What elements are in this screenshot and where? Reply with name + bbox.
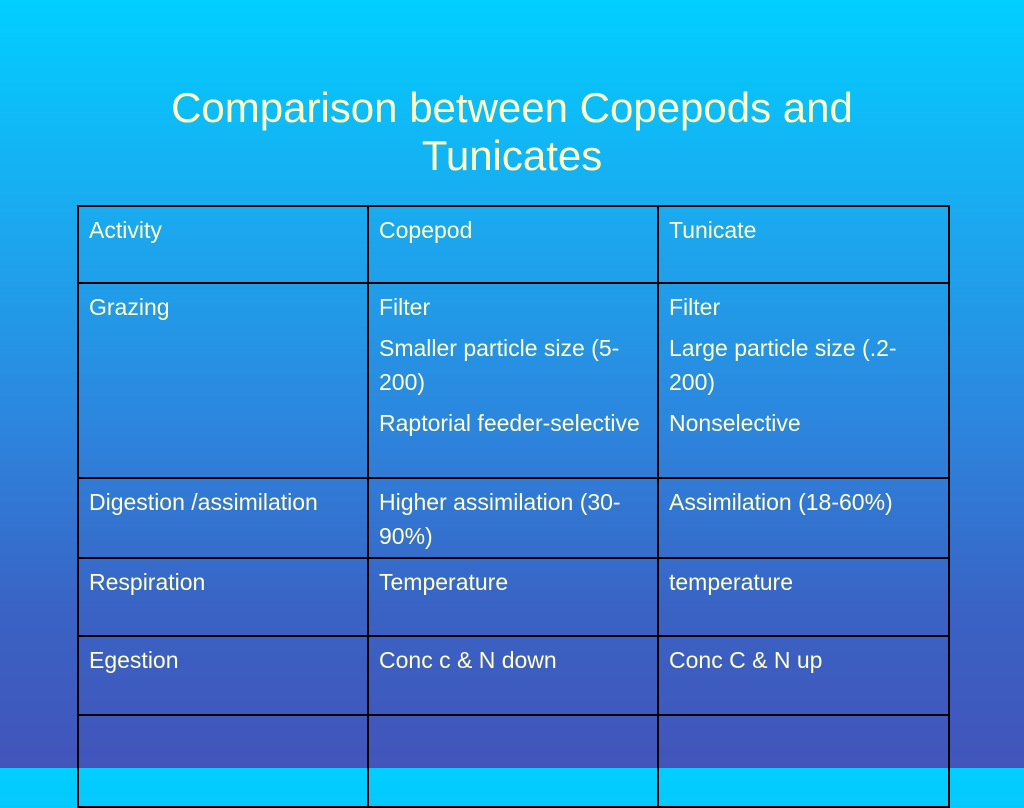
cell-text: Respiration bbox=[89, 569, 206, 595]
cell-text: Higher assimilation (30-90%) bbox=[379, 489, 621, 549]
activity-cell bbox=[78, 283, 368, 478]
tunicate-cell bbox=[658, 636, 949, 715]
table-row bbox=[78, 283, 949, 478]
table-row bbox=[78, 636, 949, 715]
copepod-cell bbox=[368, 283, 658, 478]
copepod-cell bbox=[368, 558, 658, 636]
comparison-table bbox=[77, 205, 950, 808]
slide-title-line-2: Tunicates bbox=[421, 132, 603, 179]
cell-text: Filter bbox=[379, 294, 431, 320]
cell-text: Grazing bbox=[89, 294, 170, 320]
tunicate-cell bbox=[658, 283, 949, 478]
tunicate-cell bbox=[658, 715, 949, 807]
activity-cell bbox=[78, 636, 368, 715]
cell-text: Smaller particle size (5-200) bbox=[379, 335, 620, 395]
cell-text: Digestion /assimilation bbox=[89, 489, 318, 515]
copepod-cell bbox=[368, 636, 658, 715]
table-header-row bbox=[78, 206, 949, 283]
cell-text: Assimilation (18-60%) bbox=[669, 489, 893, 515]
table-row bbox=[78, 478, 949, 558]
cell-text: Conc c & N down bbox=[379, 647, 557, 673]
table-row bbox=[78, 558, 949, 636]
copepod-cell bbox=[368, 715, 658, 807]
cell-text: Raptorial feeder-selective bbox=[379, 410, 640, 436]
activity-cell bbox=[78, 558, 368, 636]
activity-cell bbox=[78, 478, 368, 558]
cell-text: Large particle size (.2-200) bbox=[669, 335, 897, 395]
slide-title bbox=[0, 84, 1024, 180]
tunicate-cell bbox=[658, 478, 949, 558]
tunicate-cell bbox=[658, 558, 949, 636]
header-cell-copepod: Copepod bbox=[368, 206, 658, 283]
slide-title-line-1: Comparison between Copepods and bbox=[171, 84, 853, 131]
activity-cell bbox=[78, 715, 368, 807]
table-row-empty bbox=[78, 715, 949, 807]
cell-text: Filter bbox=[669, 294, 721, 320]
copepod-cell bbox=[368, 478, 658, 558]
header-cell-tunicate: Tunicate bbox=[658, 206, 949, 283]
cell-text: Egestion bbox=[89, 647, 179, 673]
cell-text: Temperature bbox=[379, 569, 509, 595]
header-cell-activity: Activity bbox=[78, 206, 368, 283]
cell-text: temperature bbox=[669, 569, 794, 595]
cell-text: Conc C & N up bbox=[669, 647, 823, 673]
cell-text: Nonselective bbox=[669, 410, 801, 436]
